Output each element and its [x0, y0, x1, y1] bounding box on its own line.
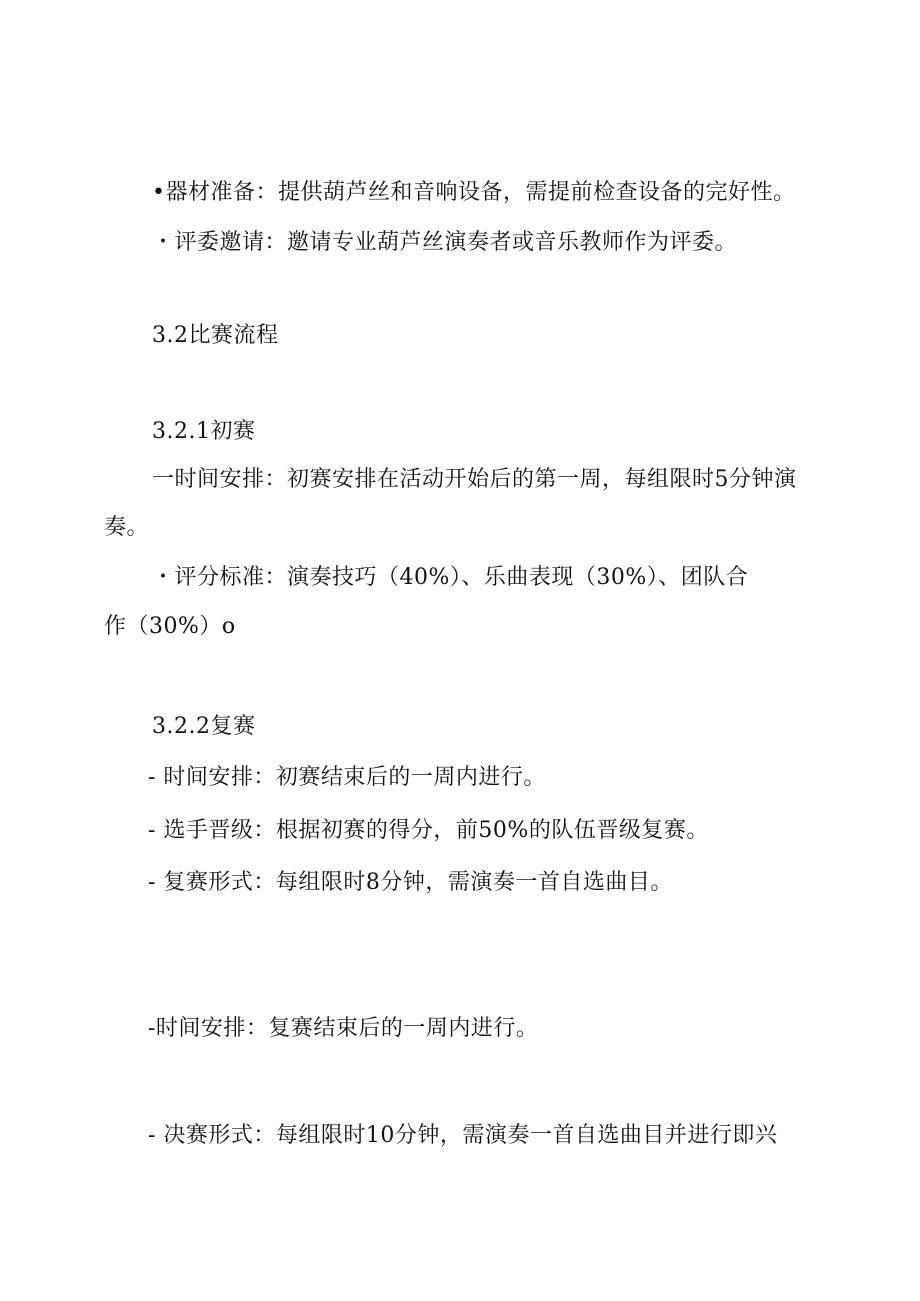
final-format-line: - 决赛形式：每组限时10分钟，需演奏一首自选曲目并进行即兴	[148, 1123, 778, 1148]
semifinal-advancement-line: - 选手晋级：根据初赛的得分，前50%的队伍晋级复赛。	[148, 818, 709, 843]
scoring-criteria-line-cont: 作（30%）o	[104, 614, 236, 639]
subsection-heading-preliminary: 3.2.1初赛	[152, 419, 256, 444]
semifinal-schedule-line: - 时间安排：初赛结束后的一周内进行。	[148, 765, 546, 790]
subsection-heading-semifinal: 3.2.2复赛	[152, 714, 256, 739]
semifinal-format-line: - 复赛形式：每组限时8分钟，需演奏一首自选曲目。	[148, 870, 673, 895]
preliminary-schedule-line: 一时间安排：初赛安排在活动开始后的第一周，每组限时5分钟演	[152, 467, 797, 492]
equipment-prep-line: •器材准备：提供葫芦丝和音响设备，需提前检查设备的完好性。	[152, 180, 796, 205]
final-schedule-line: -时间安排：复赛结束后的一周内进行。	[148, 1016, 539, 1041]
scoring-criteria-line: ・评分标准：演奏技巧（40%）、乐曲表现（30%）、团队合	[152, 565, 749, 590]
preliminary-schedule-line-cont: 奏。	[104, 515, 150, 540]
judges-invite-line: ・评委邀请：邀请专业葫芦丝演奏者或音乐教师作为评委。	[152, 230, 738, 255]
section-heading-competition-flow: 3.2比赛流程	[152, 323, 279, 348]
